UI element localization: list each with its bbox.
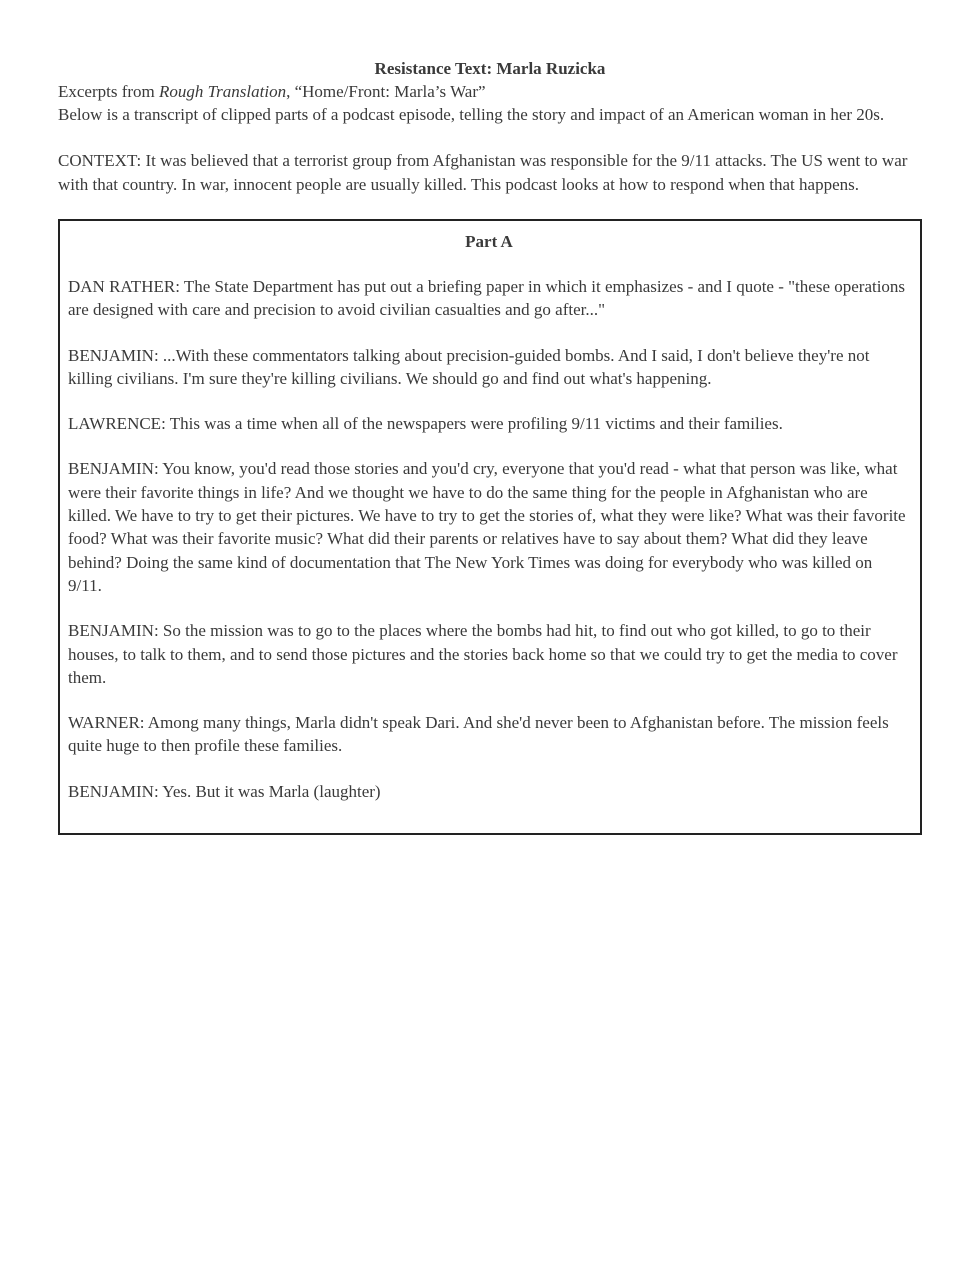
transcript-paragraph: BENJAMIN: So the mission was to go to the places where the bombs had hit, to find out who got killed, to go to their houses, to talk to them, and to send those pictures and the stories back home so that we could try to get the media to cover them. — [68, 621, 898, 687]
part-a-box — [58, 219, 922, 835]
transcript-paragraph: LAWRENCE: This was a time when all of the newspapers were profiling 9/11 victims and their families. — [68, 414, 783, 434]
transcript-paragraph: BENJAMIN: ...With these commentators talking about precision-guided bombs. And I said, I don't believe they're not killing civilians. I'm sure they're killing civilians. We should go and find out what's happening. — [68, 345, 870, 388]
document-description: Below is a transcript of clipped parts of a podcast episode, telling the story and impact of an American woman in her 20s. — [58, 105, 885, 124]
transcript-paragraph: WARNER: Among many things, Marla didn't speak Dari. And she'd never been to Afghanistan before. The mission feels quite huge to then profile these families. — [68, 713, 889, 756]
transcript-paragraph: DAN RATHER: The State Department has put out a briefing paper in which it emphasizes - and I quote - "these operations are designed with care and precision to avoid civilian casualties and go after..." — [68, 277, 906, 320]
context-paragraph: CONTEXT: It was believed that a terrorist group from Afghanistan was responsible for the 9/11 attacks. The US went to war with that country. In war, innocent people are usually killed. This podcast looks at how to respond when that happens. — [58, 151, 908, 194]
document-header — [58, 57, 922, 196]
document-title: Resistance Text: Marla Ruzicka — [374, 59, 606, 78]
part-a-title: Part A — [465, 232, 513, 251]
excerpt-episode-title: , “Home/Front: Marla’s War” — [286, 82, 486, 101]
excerpt-prefix: Excerpts from — [58, 82, 160, 101]
excerpt-source-title: Rough Translation — [159, 82, 287, 101]
transcript-paragraph: BENJAMIN: You know, you'd read those stories and you'd cry, everyone that you'd read - what that person was like, what were their favorite things in life? And we thought we have to do the same thing for the people in Afghanistan who are killed. We have to try to get their pictures. We have to try to get the stories of, what they were like? What was their favorite food? What was their favorite music? What did their parents or relatives have to say about them? What did they leave behind? Doing the same kind of documentation that The New York Times was doing for everybody who was killed on 9/11. — [68, 459, 906, 595]
transcript-paragraph: BENJAMIN: Yes. But it was Marla (laughter) — [68, 781, 381, 801]
excerpt-source-line — [58, 80, 922, 103]
